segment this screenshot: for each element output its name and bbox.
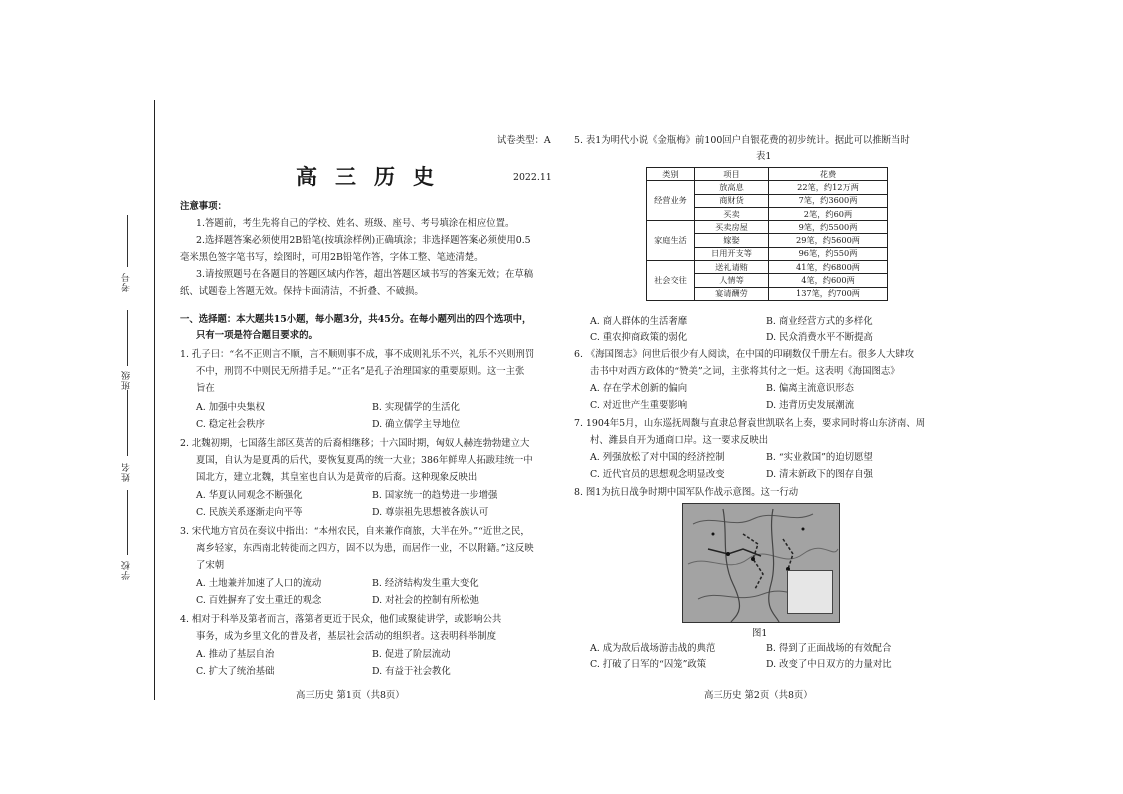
question-text: 1. 孔子曰：“名不正则言不顺，言不顺则事不成，事不成则礼乐不兴，礼乐不兴则刑罚: [180, 349, 535, 360]
table-cell: 7笔，约3600两: [769, 194, 888, 207]
option-c[interactable]: C. 近代官员的思想观念明显改变: [590, 469, 725, 480]
option-a[interactable]: A. 列强放松了对中国的经济控制: [590, 452, 725, 463]
option-d[interactable]: D. 确立儒学主导地位: [372, 419, 461, 430]
question-text: 6. 《海国图志》问世后很少有人阅读，在中国的印刷数仅千册左右。很多人大肆攻: [574, 349, 915, 360]
question-text: 国北方，建立北魏，其皇室也自认为是黄帝的后裔。这种现象反映出: [196, 472, 478, 483]
table-cell: 嫁娶: [695, 234, 769, 247]
table-cell: 2笔，约60两: [769, 207, 888, 220]
table-row: [647, 261, 888, 274]
table-cell: 买卖房屋: [695, 221, 769, 234]
question-text: 离乡轻家，东西南北转徙而之四方，固不以为患，而居作一业，不以附籍。”这反映: [196, 543, 534, 554]
table-cell: 宴请酬劳: [695, 287, 769, 300]
option-c[interactable]: C. 民族关系逐渐走向平等: [196, 507, 303, 518]
question-text: 击书中对西方政体的“赞美”之词，主张将其付之一炬。这表明《海国图志》: [590, 366, 900, 377]
option-d[interactable]: D. 清末新政下的图存自强: [766, 469, 873, 480]
option-a[interactable]: A. 商人群体的生活奢靡: [590, 316, 688, 327]
table-cell: 29笔，约5600两: [769, 234, 888, 247]
question-text: 8. 图1为抗日战争时期中国军队作战示意图。这一行动: [574, 487, 799, 498]
option-b[interactable]: B. 实现儒学的生活化: [372, 402, 460, 413]
table-cell: 送礼请贿: [695, 261, 769, 274]
page-title: 高三历史: [296, 164, 452, 189]
map-legend: [787, 570, 833, 614]
option-c[interactable]: C. 重农抑商政策的弱化: [590, 332, 688, 343]
figure-caption: 图1: [752, 628, 768, 639]
option-b[interactable]: B. 经济结构发生重大变化: [372, 578, 479, 589]
notice-line: 3.请按照题号在各题目的答题区域内作答，超出答题区域书写的答案无效；在草稿: [196, 269, 534, 280]
option-d[interactable]: D. 改变了中日双方的力量对比: [766, 659, 892, 670]
question-text: 2. 北魏初期，七国落生部区莫苦的后裔相继移；十六国时期，匈奴人赫连勃勃建立大: [180, 438, 530, 449]
option-c[interactable]: C. 对近世产生重要影响: [590, 400, 688, 411]
notice-line: 1.答题前，考生先将自己的学校、姓名、班级、座号、考号填涂在相应位置。: [196, 218, 515, 229]
question-text: 事务，成为乡里文化的普及者，基层社会活动的组织者。这表明科举制度: [196, 631, 497, 642]
option-c[interactable]: C. 百姓摒弃了安土重迁的观念: [196, 595, 322, 606]
table-header-cell: 类别: [647, 168, 695, 181]
table-cell: 人情等: [695, 274, 769, 287]
section-heading: 一、选择题：本大题共15小题，每小题3分，共45分。在每小题列出的四个选项中，: [180, 314, 532, 325]
name-rule: [127, 390, 128, 456]
option-a[interactable]: A. 存在学术创新的偏向: [590, 383, 688, 394]
school-rule: [127, 490, 128, 555]
table-header-cell: 花费: [769, 168, 888, 181]
table-cell: 41笔，约6800两: [769, 261, 888, 274]
exam-type: 试卷类型：A: [497, 135, 551, 146]
table-header-cell: 项目: [695, 168, 769, 181]
binding-line: [154, 100, 155, 700]
question-text: 7. 1904年5月，山东巡抚周馥与直隶总督袁世凯联名上奏，要求同时将山东济南、周: [574, 418, 926, 429]
option-a[interactable]: A. 推动了基层自治: [196, 649, 275, 660]
option-d[interactable]: D. 民众消费水平不断提高: [766, 332, 873, 343]
class-label: 班级: [122, 370, 132, 390]
table-cell: 经营业务: [647, 181, 695, 221]
option-a[interactable]: A. 华夏认同观念不断强化: [196, 490, 303, 501]
option-c[interactable]: C. 打破了日军的“囚笼”政策: [590, 659, 707, 670]
table-cell: 9笔，约5500两: [769, 221, 888, 234]
table-cell: 4笔，约600两: [769, 274, 888, 287]
battle-map-figure: [682, 503, 840, 623]
table-row: [647, 181, 888, 194]
table-cell: 放高息: [695, 181, 769, 194]
exam-no-rule: [127, 215, 128, 267]
question-text: 不中，刑罚不中则民无所措手足。”“正名”是孔子治理国家的重要原则。这一主张: [196, 366, 525, 377]
table-cell: 家庭生活: [647, 221, 695, 261]
table-header-row: [647, 168, 888, 181]
option-b[interactable]: B. 得到了正面战场的有效配合: [766, 643, 892, 654]
exam-no-label: 考号: [122, 272, 132, 292]
table-cell: 社会交往: [647, 261, 695, 301]
option-b[interactable]: B. “实业救国”的迫切愿望: [766, 452, 873, 463]
option-d[interactable]: D. 违背历史发展潮流: [766, 400, 855, 411]
spending-table: [646, 167, 888, 301]
question-text: 4. 相对于科举及第者而言，落第者更近于民众，他们或聚徒讲学，或影响公共: [180, 614, 502, 625]
table-title: 表1: [756, 151, 772, 162]
table-cell: 商财货: [695, 194, 769, 207]
page-footer-left: 高三历史 第1页（共8页）: [296, 690, 405, 701]
table-cell: 买卖: [695, 207, 769, 220]
option-a[interactable]: A. 加强中央集权: [196, 402, 265, 413]
option-c[interactable]: C. 扩大了统治基础: [196, 666, 275, 677]
option-d[interactable]: D. 有益于社会教化: [372, 666, 451, 677]
notice-line: 毫米黑色签字笔书写，绘图时，可用2B铅笔作答，字体工整、笔迹清楚。: [180, 252, 484, 263]
table-cell: 96笔，约550两: [769, 247, 888, 260]
table-cell: 22笔，约12万两: [769, 181, 888, 194]
option-a[interactable]: A. 土地兼并加速了人口的流动: [196, 578, 322, 589]
option-b[interactable]: B. 商业经营方式的多样化: [766, 316, 873, 327]
option-d[interactable]: D. 尊崇祖先思想被各族认可: [372, 507, 489, 518]
class-rule: [127, 310, 128, 366]
question-text: 村、潍县自开为通商口岸。这一要求反映出: [590, 435, 769, 446]
question-text: 夏国，自认为是夏禹的后代，要恢复夏禹的统一大业；386年鲜卑人拓跋珪统一中: [196, 455, 533, 466]
name-label: 姓名: [122, 462, 132, 482]
page-footer-right: 高三历史 第2页（共8页）: [704, 690, 813, 701]
question-text: 5. 表1为明代小说《金瓶梅》前100回户自银花费的初步统计。据此可以推断当时: [574, 135, 910, 146]
question-text: 旨在: [196, 383, 215, 394]
section-heading: 只有一项是符合题目要求的。: [196, 330, 318, 341]
option-b[interactable]: B. 促进了阶层流动: [372, 649, 451, 660]
option-d[interactable]: D. 对社会的控制有所松弛: [372, 595, 479, 606]
exam-date: 2022.11: [513, 172, 552, 183]
notice-heading: 注意事项：: [180, 201, 227, 212]
table-cell: 日用开支等: [695, 247, 769, 260]
notice-line: 纸、试题卷上答题无效。保持卡面清洁，不折叠、不破损。: [180, 286, 424, 297]
notice-line: 2.选择题答案必须使用2B铅笔(按填涂样例)正确填涂；非选择题答案必须使用0.5: [196, 235, 531, 246]
question-text: 了宋朝: [196, 560, 225, 571]
option-b[interactable]: B. 偏离主流意识形态: [766, 383, 854, 394]
option-a[interactable]: A. 成为敌后战场游击战的典范: [590, 643, 716, 654]
school-label: 学校: [122, 560, 132, 580]
table-cell: 137笔，约700两: [769, 287, 888, 300]
question-text: 3. 宋代地方官员在奏议中指出：“本州农民，自来兼作商旅，大半在外。”“近世之民，: [180, 526, 530, 537]
option-c[interactable]: C. 稳定社会秩序: [196, 419, 266, 430]
option-b[interactable]: B. 国家统一的趋势进一步增强: [372, 490, 498, 501]
table-row: [647, 221, 888, 234]
